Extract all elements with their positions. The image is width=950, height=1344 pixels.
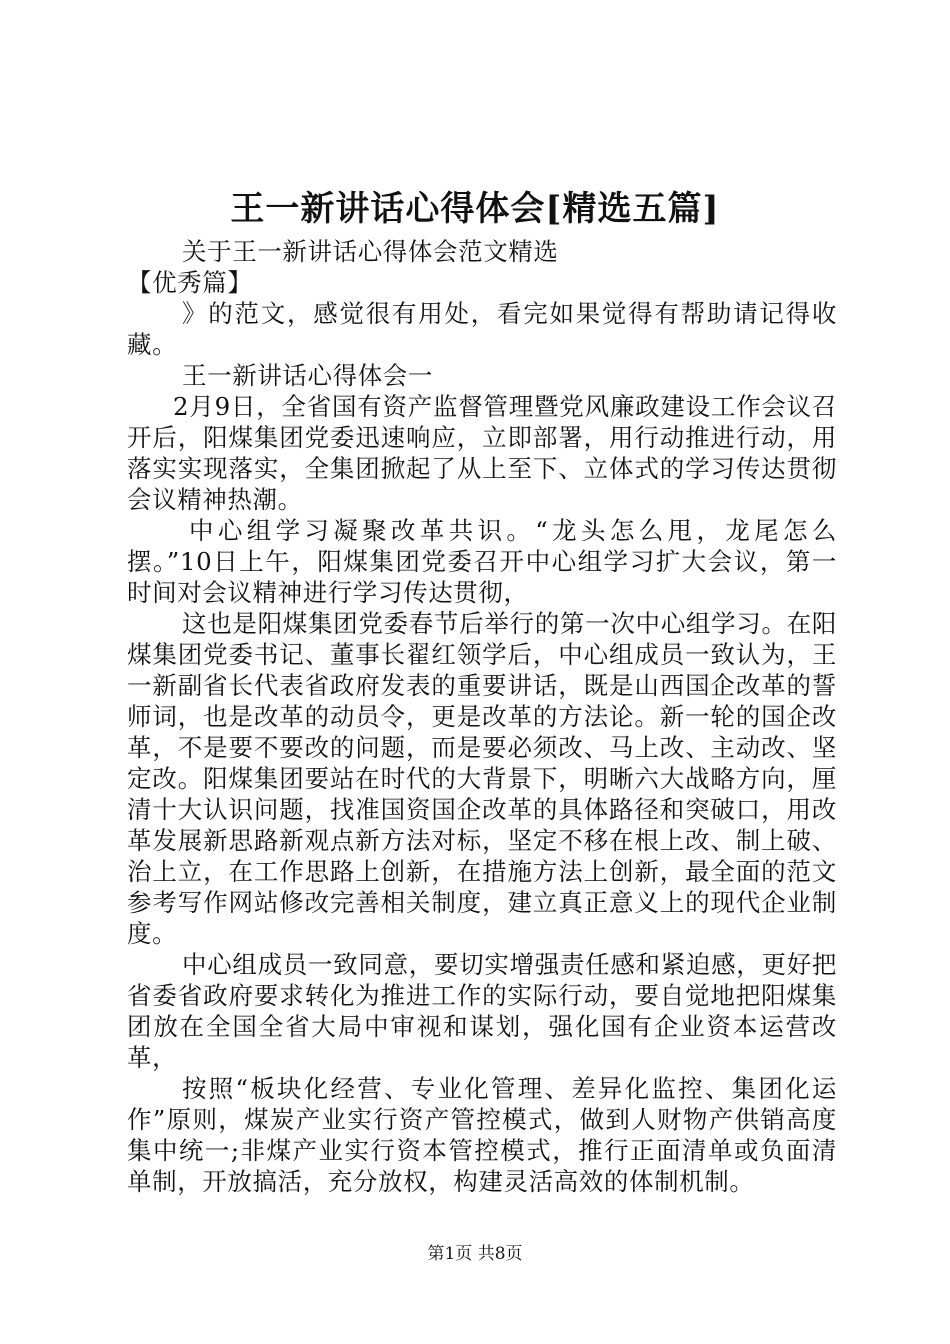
body-paragraph: 这也是阳煤集团党委春节后举行的第一次中心组学习。在阳煤集团党委书记、董事长翟红领学后，中心组成员一致认为，王一新副省长代表省政府发表的重要讲话，既是山西国企改革的誓师词，也是改革的动员令，更是改革的方法论。新一轮的国企改革，不是要不要改的问题，而是要必须改、马上改、主动改、坚定改。阳煤集团要站在时代的大背景下，明晰六大战略方向，厘清十大认识问题，找准国资国企改革的具体路径和突破口，用改革发展新思路新观点新方法对标，坚定不移在根上改、制上破、治上立，在工作思路上创新，在措施方法上创新，最全面的范文参考写作网站修改完善相关制度，建立真正意义上的现代企业制度。	[127, 609, 837, 948]
section-heading-paragraph: 王一新讲话心得体会一	[182, 361, 433, 390]
subtitle-paragraph: 关于王一新讲话心得体会范文精选	[182, 237, 559, 266]
intro-paragraph: 》的范文，感觉很有用处，看完如果觉得有帮助请记得收藏。	[127, 299, 837, 359]
document-title: 王一新讲话心得体会[精选五篇]	[230, 189, 720, 229]
body-paragraph: 中心组学习凝聚改革共识。“龙头怎么甩，龙尾怎么摆。”10日上午，阳煤集团党委召开中心组学习扩大会议，第一时间对会议精神进行学习传达贯彻，	[127, 516, 837, 607]
document-body	[127, 236, 837, 1197]
page-number-footer: 第1页 共8页	[427, 1244, 523, 1264]
body-paragraph: 2月9日，全省国有资产监督管理暨党风廉政建设工作会议召开后，阳煤集团党委迅速响应，立即部署，用行动推进行动，用落实实现落实，全集团掀起了从上至下、立体式的学习传达贯彻会议精神热潮。	[127, 392, 837, 514]
body-paragraph: 中心组成员一致同意，要切实增强责任感和紧迫感，更好把省委省政府要求转化为推进工作的实际行动，要自觉地把阳煤集团放在全国全省大局中审视和谋划，强化国有企业资本运营改革，	[127, 950, 837, 1072]
body-paragraph: 按照“板块化经营、专业化管理、差异化监控、集团化运作”原则，煤炭产业实行资产管控模式，做到人财物产供销高度集中统一;非煤产业实行资本管控模式，推行正面清单或负面清单制，开放搞活，充分放权，构建灵活高效的体制机制。	[127, 1074, 837, 1196]
section-label-paragraph: 【优秀篇】	[127, 268, 253, 297]
